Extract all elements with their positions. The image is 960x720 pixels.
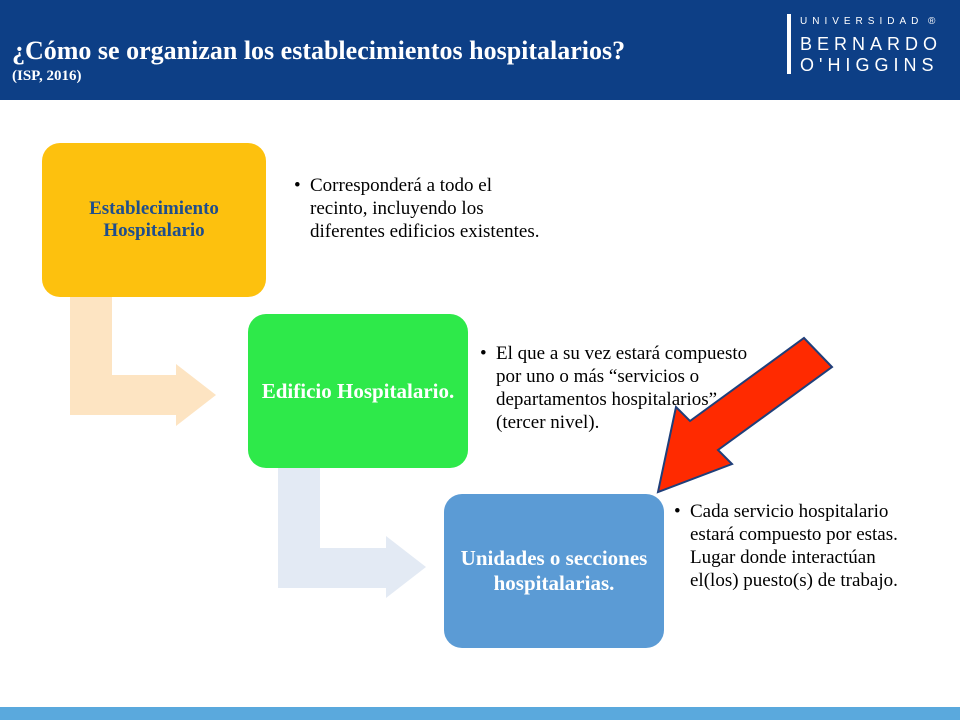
level-description-text: Corresponderá a todo el recinto, incluyendo los diferentes edificios existentes.	[310, 175, 540, 242]
level-description-text: Cada servicio hospitalario estará compuesto por estas. Lugar donde interactúan el(los) puesto(s) de trabajo.	[690, 501, 898, 591]
logo-text-line3: O'HIGGINS	[800, 55, 939, 75]
bullet-dot: •	[480, 343, 487, 364]
logo-text-line2: BERNARDO	[800, 34, 943, 54]
page-subtitle: (ISP, 2016)	[12, 68, 82, 84]
level-description-text: El que a su vez estará compuesto por uno o más “servicios o departamentos hospitalarios” (tercer nivel).	[496, 343, 748, 433]
bullet-dot: •	[294, 175, 301, 196]
level-box-unidades: Unidades o secciones hospitalarias.	[444, 494, 664, 648]
logo-text-line1: UNIVERSIDAD	[800, 16, 924, 27]
highlight-arrow	[658, 338, 832, 492]
page-title: ¿Cómo se organizan los establecimientos hospitalarios?	[12, 36, 626, 65]
bullet-dot: •	[674, 501, 681, 522]
level-box-establecimiento: Establecimiento Hospitalario	[42, 143, 266, 297]
footer-bar	[0, 707, 960, 720]
registered-mark: ®	[928, 16, 936, 27]
level-box-edificio: Edificio Hospitalario.	[248, 314, 468, 468]
